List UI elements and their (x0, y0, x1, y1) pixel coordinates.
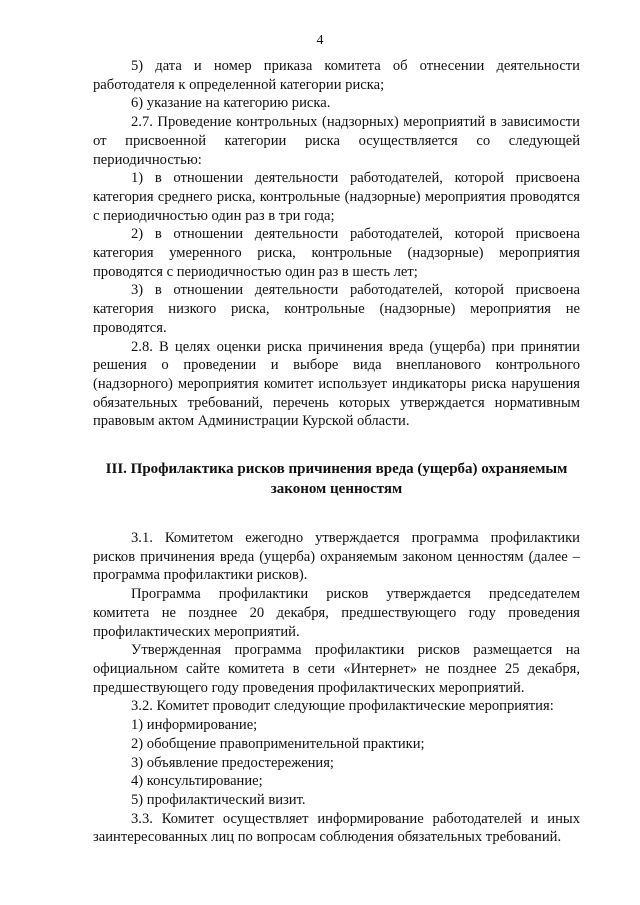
paragraph-moderate-risk: 2) в отношении деятельности работодателей, которой присвоена категория умеренного риска, контрольные (надзорные) мероприятия проводятся с периодичностью один раз в шесть лет; (93, 226, 580, 280)
paragraph-medium-risk: 1) в отношении деятельности работодателей, которой присвоена категория среднего риска, контрольные (надзорные) мероприятия проводятся с периодичностью один раз в три года; (93, 170, 580, 224)
paragraph-3-1: 3.1. Комитетом ежегодно утверждается программа профилактики рисков причинения вреда (ущерба) охраняемым законом ценностям (далее – программа профилактики рисков). (93, 530, 580, 584)
list-item-warning: 3) объявление предостережения; (131, 754, 334, 771)
paragraph-program-approval: Программа профилактики рисков утверждается председателем комитета не позднее 20 декабря, предшествующего году проведения профилактических мероприятий. (93, 586, 580, 640)
list-item-preventive-visit: 5) профилактический визит. (131, 791, 306, 808)
paragraph-item-5: 5) дата и номер приказа комитета об отнесении деятельности работодателя к определенной категории риска; (93, 58, 580, 93)
section-heading: III. Профилактика рисков причинения вреда (ущерба) охраняемым законом ценностям (105, 461, 568, 497)
paragraph-program-publication: Утвержденная программа профилактики рисков размещается на официальном сайте комитета в сети «Интернет» не позднее 25 декабря, предшествующего году проведения профилактических мероприятий. (93, 642, 580, 696)
paragraph-low-risk: 3) в отношении деятельности работодателей, которой присвоена категория низкого риска, контрольные (надзорные) мероприятия не проводятся. (93, 282, 580, 336)
list-item-consulting: 4) консультирование; (131, 773, 263, 790)
list-item-informing: 1) информирование; (131, 717, 258, 734)
list-item-practice-summary: 2) обобщение правоприменительной практики; (131, 735, 425, 752)
paragraph-3-3: 3.3. Комитет осуществляет информирование работодателей и иных заинтересованных лиц по вопросам соблюдения обязательных требований. (93, 810, 580, 846)
document-body (93, 57, 580, 847)
paragraph-2-7: 2.7. Проведение контрольных (надзорных) мероприятий в зависимости от присвоенной категории риска осуществляется со следующей периодичностью: (93, 114, 580, 168)
paragraph-item-6: 6) указание на категорию риска. (131, 95, 331, 112)
paragraph-3-2: 3.2. Комитет проводит следующие профилактические мероприятия: (131, 698, 554, 715)
paragraph-2-8: 2.8. В целях оценки риска причинения вреда (ущерба) при принятии решения о проведении и выборе вида внепланового контрольного (надзорного) мероприятия комитет использует индикаторы риска нарушения обязательных требований, перечень которых утверждается нормативным правовым актом Администрации Курской области. (93, 338, 580, 430)
page-number: 4 (316, 33, 324, 48)
